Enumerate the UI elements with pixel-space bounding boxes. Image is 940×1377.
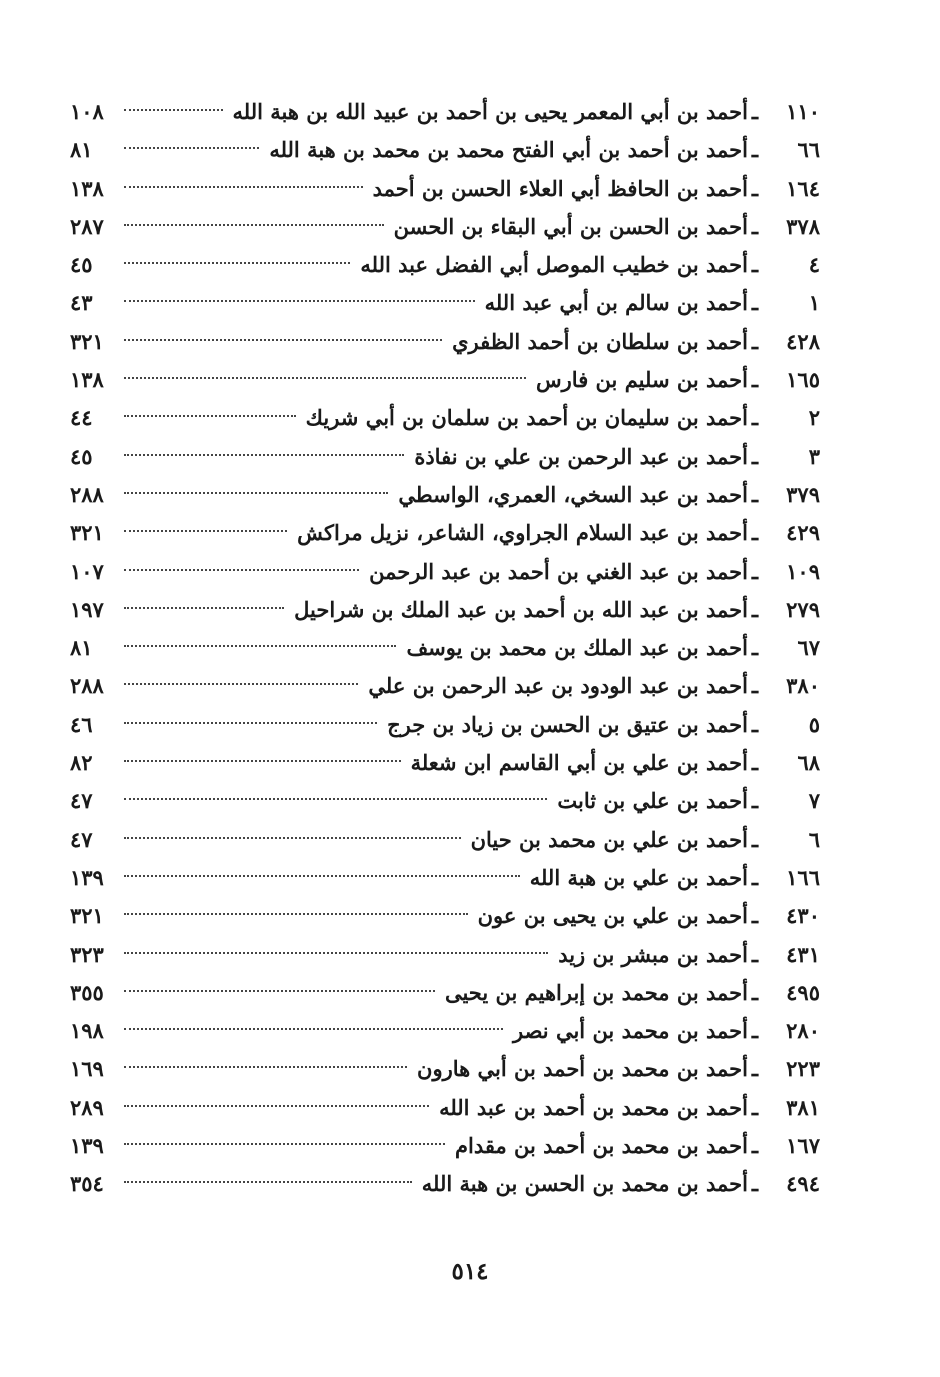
dot-leader xyxy=(124,569,359,571)
entry-page-ref: ٣٥٥ xyxy=(70,979,104,1005)
entry-number: ٤٩٤ xyxy=(786,1171,820,1197)
entry-page-ref: ١٣٩ xyxy=(70,864,104,890)
dot-leader xyxy=(124,109,223,111)
entry-page-ref: ٣٢٣ xyxy=(70,941,104,967)
index-entry xyxy=(70,514,820,552)
entry-number: ١٦٧ xyxy=(786,1133,820,1159)
entry-name: أحمد بن سالم بن أبي عبد الله xyxy=(484,290,748,316)
dot-leader xyxy=(124,837,461,839)
dot-leader xyxy=(124,952,548,954)
entry-dash: ـ xyxy=(751,673,759,699)
dot-leader xyxy=(124,607,284,609)
entry-name: أحمد بن مبشر بن زيد xyxy=(558,941,748,967)
entry-dash: ـ xyxy=(751,481,759,507)
entry-page-ref: ٨١ xyxy=(70,635,93,661)
entry-number: ٦٦ xyxy=(797,137,820,163)
entry-page-ref: ٣٢١ xyxy=(70,328,104,354)
entry-dash: ـ xyxy=(751,1094,759,1120)
entry-dash: ـ xyxy=(751,405,759,431)
entry-number: ٣٧٩ xyxy=(786,481,820,507)
entry-name: أحمد بن علي بن هبة الله xyxy=(529,864,748,890)
entry-dash: ـ xyxy=(751,788,759,814)
index-entry xyxy=(70,859,820,897)
entry-dash: ـ xyxy=(751,979,759,1005)
index-entry xyxy=(70,936,820,974)
index-entry xyxy=(70,246,820,284)
index-entry xyxy=(70,897,820,935)
entry-name: أحمد بن محمد بن أبي نصر xyxy=(513,1018,748,1044)
entry-dash: ـ xyxy=(751,826,759,852)
entry-dash: ـ xyxy=(751,1056,759,1082)
entry-page-ref: ٨١ xyxy=(70,137,93,163)
entry-page-ref: ٤٧ xyxy=(70,826,93,852)
entry-name: أحمد بن عبد الودود بن عبد الرحمن بن علي xyxy=(368,673,748,699)
dot-leader xyxy=(124,415,296,417)
index-entry xyxy=(70,476,820,514)
entry-name: أحمد بن سلطان بن أحمد الظفري xyxy=(452,328,748,354)
entry-name: أحمد بن علي بن أبي القاسم ابن شعلة xyxy=(410,750,748,776)
entry-dash: ـ xyxy=(751,290,759,316)
dot-leader xyxy=(124,377,526,379)
entry-number: ٤٩٥ xyxy=(786,979,820,1005)
dot-leader xyxy=(124,1181,412,1183)
entry-dash: ـ xyxy=(751,941,759,967)
entry-name: أحمد بن عبد الغني بن أحمد بن عبد الرحمن xyxy=(369,558,748,584)
entry-number: ٣ xyxy=(808,443,820,469)
dot-leader xyxy=(124,760,401,762)
entry-dash: ـ xyxy=(751,99,759,124)
entry-dash: ـ xyxy=(751,328,759,354)
entry-page-ref: ٤٤ xyxy=(70,405,93,431)
index-entry xyxy=(70,667,820,705)
entry-page-ref: ٣٥٤ xyxy=(70,1171,104,1197)
entry-name: أحمد بن محمد بن إبراهيم بن يحيى xyxy=(444,979,748,1005)
entry-name: أحمد بن عبد الله بن أحمد بن عبد الملك بن شراحيل xyxy=(294,596,748,622)
entry-number: ٤٢٨ xyxy=(786,328,820,354)
entry-dash: ـ xyxy=(751,443,759,469)
dot-leader xyxy=(124,798,547,800)
dot-leader xyxy=(124,186,363,188)
index-entry xyxy=(70,323,820,361)
entry-number: ٣٨٠ xyxy=(786,673,820,699)
dot-leader xyxy=(124,875,520,877)
entry-number: ٣٨١ xyxy=(786,1094,820,1120)
entry-dash: ـ xyxy=(751,711,759,737)
entry-page-ref: ١٦٩ xyxy=(70,1056,104,1082)
index-entry xyxy=(70,361,820,399)
entry-number: ٢٨٠ xyxy=(786,1018,820,1044)
entry-page-ref: ٢٨٨ xyxy=(70,481,104,507)
entry-page-ref: ١٠٨ xyxy=(70,99,104,124)
index-entry xyxy=(70,744,820,782)
entry-name: أحمد بن سليمان بن أحمد بن سلمان بن أبي شريك xyxy=(305,405,748,431)
index-entry xyxy=(70,706,820,744)
index-entry xyxy=(70,1050,820,1088)
entry-page-ref: ١٩٧ xyxy=(70,596,104,622)
entry-number: ٥ xyxy=(808,711,820,737)
entry-name: أحمد بن علي بن محمد بن حيان xyxy=(470,826,748,852)
entry-dash: ـ xyxy=(751,750,759,776)
entry-number: ١١٠ xyxy=(786,99,820,124)
dot-leader xyxy=(124,1028,503,1030)
index-entry xyxy=(70,1127,820,1165)
entry-number: ٦٨ xyxy=(797,750,820,776)
dot-leader xyxy=(124,1143,445,1145)
dot-leader xyxy=(124,262,350,264)
entry-name: أحمد بن علي بن ثابت xyxy=(557,788,748,814)
entry-page-ref: ٤٥ xyxy=(70,443,93,469)
entry-page-ref: ٢٨٧ xyxy=(70,213,104,239)
entry-dash: ـ xyxy=(751,1133,759,1159)
index-entry xyxy=(70,782,820,820)
dot-leader xyxy=(124,683,358,685)
entry-name: أحمد بن عبد السلام الجراوي، الشاعر، نزيل مراكش xyxy=(297,520,748,546)
entry-number: ٢٢٣ xyxy=(786,1056,820,1082)
entry-dash: ـ xyxy=(751,903,759,929)
index-entry xyxy=(70,1012,820,1050)
entry-number: ٢٧٩ xyxy=(786,596,820,622)
index-entry xyxy=(70,1089,820,1127)
entry-page-ref: ٢٨٩ xyxy=(70,1094,104,1120)
entry-number: ١٦٦ xyxy=(786,864,820,890)
entry-page-ref: ٣٢١ xyxy=(70,520,104,546)
entry-name: أحمد بن خطيب الموصل أبي الفضل عبد الله xyxy=(360,252,748,278)
entry-page-ref: ١٣٩ xyxy=(70,1133,104,1159)
entry-page-ref: ١٣٨ xyxy=(70,175,104,201)
entry-page-ref: ١٠٧ xyxy=(70,558,104,584)
index-entry xyxy=(70,131,820,169)
index-entry xyxy=(70,974,820,1012)
page-number: ٥١٤ xyxy=(451,1258,489,1285)
entry-name: أحمد بن محمد بن أحمد بن عبد الله xyxy=(439,1094,748,1120)
dot-leader xyxy=(124,645,396,647)
entry-name: أحمد بن عتيق بن الحسن بن زياد بن جرج xyxy=(387,711,748,737)
entry-number: ١٦٥ xyxy=(786,367,820,393)
entry-page-ref: ٣٢١ xyxy=(70,903,104,929)
entry-number: ٤٣١ xyxy=(786,941,820,967)
entry-number: ٤٢٩ xyxy=(786,520,820,546)
index-entry xyxy=(70,438,820,476)
index-entry xyxy=(70,170,820,208)
entry-dash: ـ xyxy=(751,520,759,546)
entry-name: أحمد بن أبي المعمر يحيى بن أحمد بن عبيد الله بن هبة الله xyxy=(232,99,748,124)
entry-page-ref: ٤٥ xyxy=(70,252,93,278)
entry-dash: ـ xyxy=(751,367,759,393)
dot-leader xyxy=(124,224,384,226)
entry-name: أحمد بن عبد الرحمن بن علي بن نفاذة xyxy=(414,443,748,469)
entry-number: ٣٧٨ xyxy=(786,213,820,239)
entry-name: أحمد بن محمد بن الحسن بن هبة الله xyxy=(421,1171,748,1197)
entry-dash: ـ xyxy=(751,635,759,661)
entry-name: أحمد بن الحسن بن أبي البقاء بن الحسن xyxy=(393,213,748,239)
entry-page-ref: ٤٧ xyxy=(70,788,93,814)
dot-leader xyxy=(124,147,259,149)
entry-number: ١٦٤ xyxy=(786,175,820,201)
dot-leader xyxy=(124,454,404,456)
entry-number: ٦ xyxy=(808,826,820,852)
entry-dash: ـ xyxy=(751,558,759,584)
entry-name: أحمد بن علي بن يحيى بن عون xyxy=(477,903,748,929)
index-entry xyxy=(70,208,820,246)
dot-leader xyxy=(124,1105,429,1107)
entry-dash: ـ xyxy=(751,1018,759,1044)
entry-name: أحمد بن الحافظ أبي العلاء الحسن بن أحمد xyxy=(372,175,748,201)
entry-dash: ـ xyxy=(751,1171,759,1197)
index-entry xyxy=(70,821,820,859)
index-entry xyxy=(70,284,820,322)
entry-number: ١ xyxy=(808,290,820,316)
entry-number: ٧ xyxy=(808,788,820,814)
entry-dash: ـ xyxy=(751,175,759,201)
entry-dash: ـ xyxy=(751,252,759,278)
entry-number: ١٠٩ xyxy=(786,558,820,584)
entry-page-ref: ٨٢ xyxy=(70,750,93,776)
entry-page-ref: ١٩٨ xyxy=(70,1018,104,1044)
entry-dash: ـ xyxy=(751,213,759,239)
index-entry xyxy=(70,93,820,131)
index-entry xyxy=(70,629,820,667)
entry-name: أحمد بن سليم بن فارس xyxy=(536,367,748,393)
dot-leader xyxy=(124,722,377,724)
entry-page-ref: ١٣٨ xyxy=(70,367,104,393)
entry-number: ٢ xyxy=(808,405,820,431)
entry-number: ٤ xyxy=(808,252,820,278)
dot-leader xyxy=(124,300,475,302)
index-entry xyxy=(70,591,820,629)
name-index-list xyxy=(70,93,820,1204)
entry-name: أحمد بن عبد السخي، العمري، الواسطي xyxy=(398,481,748,507)
index-entry xyxy=(70,1165,820,1203)
index-entry xyxy=(70,399,820,437)
entry-page-ref: ٤٦ xyxy=(70,711,93,737)
entry-dash: ـ xyxy=(751,137,759,163)
entry-dash: ـ xyxy=(751,864,759,890)
entry-number: ٤٣٠ xyxy=(786,903,820,929)
entry-number: ٦٧ xyxy=(797,635,820,661)
dot-leader xyxy=(124,339,442,341)
entry-name: أحمد بن محمد بن أحمد بن مقدام xyxy=(454,1133,748,1159)
entry-page-ref: ٤٣ xyxy=(70,290,93,316)
dot-leader xyxy=(124,1066,407,1068)
dot-leader xyxy=(124,990,435,992)
dot-leader xyxy=(124,530,287,532)
dot-leader xyxy=(124,492,388,494)
entry-name: أحمد بن عبد الملك بن محمد بن يوسف xyxy=(406,635,748,661)
entry-name: أحمد بن محمد بن أحمد بن أبي هارون xyxy=(417,1056,748,1082)
entry-page-ref: ٢٨٨ xyxy=(70,673,104,699)
index-entry xyxy=(70,553,820,591)
dot-leader xyxy=(124,913,468,915)
entry-dash: ـ xyxy=(751,596,759,622)
entry-name: أحمد بن أحمد بن أبي الفتح محمد بن محمد بن هبة الله xyxy=(269,137,748,163)
